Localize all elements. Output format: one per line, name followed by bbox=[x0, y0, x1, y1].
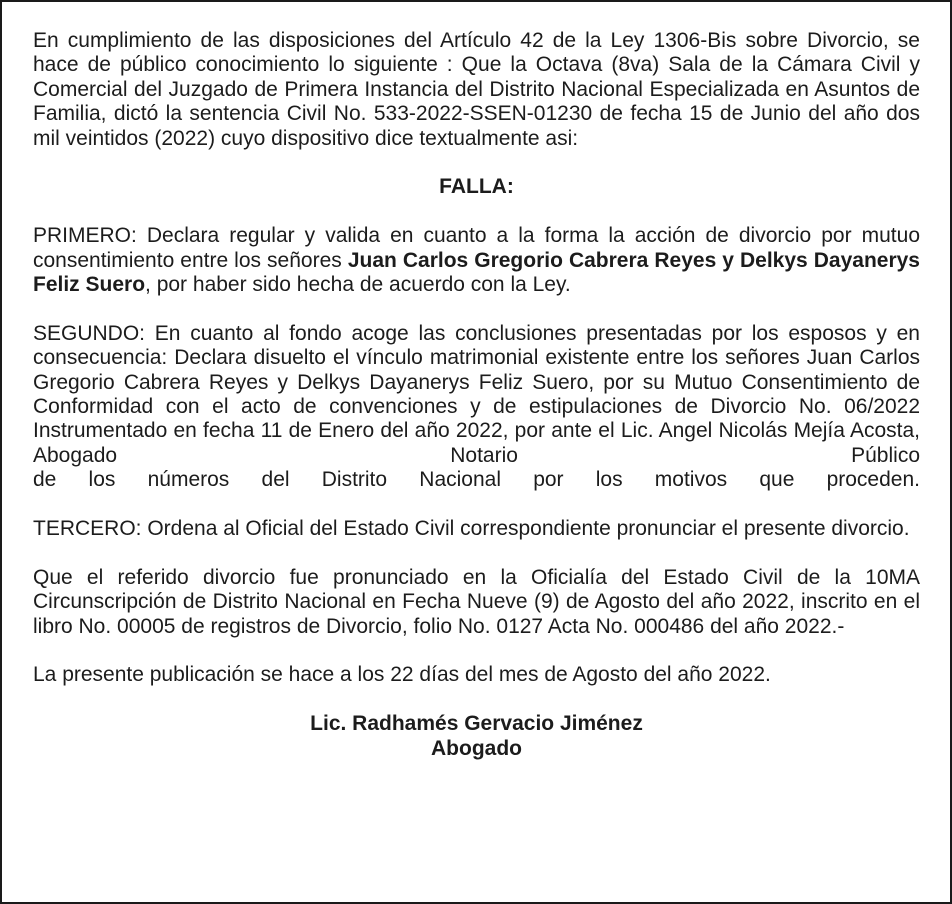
spacer bbox=[33, 493, 920, 517]
spacer bbox=[33, 639, 920, 663]
intro-paragraph: En cumplimiento de las disposiciones del Artículo 42 de la Ley 1306-Bis sobre Divorcio, se hace de público conocimiento lo siguiente : Que la Octava (8va) Sala de la Cámara Civil y Comercial del Juzgado de Primera Instancia del Distrito Nacional Especializada en Asuntos de Familia, dictó la sentencia Civil No. 533-2022-SSEN-01230 de fecha 15 de Junio del año dos mil veintidos (2022) cuyo dispositivo dice textualmente asi: bbox=[33, 29, 920, 150]
pronouncement-paragraph: Que el referido divorcio fue pronunciado en la Oficialía del Estado Civil de la 10MA Circunscripción de Distrito Nacional en Fecha Nueve (9) de Agosto del año 2022, inscrito en el libro No. 00005 de registros de Divorcio, folio No. 0127 Acta No. 000486 del año 2022.- bbox=[33, 565, 920, 638]
segundo-text: SEGUNDO: En cuanto al fondo acoge las conclusiones presentadas por los esposos y en consecuencia: Declara disuelto el vínculo matrimonial existente entre los señores Juan Carlos Gregorio Cabrera Reyes y Delkys Dayanerys Feliz Suero, por su Mutuo Consentimiento de Conformidad con el acto de convenciones y de estipulaciones de Divorcio No. 06/2022 Instrumentado en fecha 11 de Enero del año 2022, por ante el Lic. Angel Nicolás Mejía Acosta, Abogado Notario Público bbox=[33, 321, 920, 467]
segundo-paragraph bbox=[33, 322, 920, 493]
tercero-paragraph: TERCERO: Ordena al Oficial del Estado Civil correspondiente pronunciar el presente divorcio. bbox=[33, 517, 910, 541]
party-names: Juan Carlos Gregorio Cabrera Reyes y Delkys Dayanerys Feliz Suero bbox=[33, 248, 920, 297]
spacer bbox=[33, 688, 920, 712]
spacer bbox=[33, 151, 920, 175]
spacer bbox=[33, 541, 920, 565]
publication-paragraph: La presente publicación se hace a los 22 días del mes de Agosto del año 2022. bbox=[33, 663, 771, 687]
primero-text: PRIMERO: Declara regular y valida en cuanto a la forma la acción de divorcio por mutuo consentimiento entre los señores bbox=[33, 224, 920, 272]
spacer bbox=[33, 297, 920, 321]
primero-paragraph bbox=[33, 224, 920, 297]
falla-heading: FALLA: bbox=[439, 175, 514, 199]
signature-name: Lic. Radhamés Gervacio Jiménez bbox=[310, 712, 643, 736]
spacer bbox=[33, 200, 920, 224]
segundo-last-line: de los números del Distrito Nacional por los motivos que proceden. bbox=[33, 468, 920, 492]
primero-text-end: , por haber sido hecha de acuerdo con la Ley. bbox=[145, 273, 571, 297]
signature-title: Abogado bbox=[431, 736, 522, 760]
